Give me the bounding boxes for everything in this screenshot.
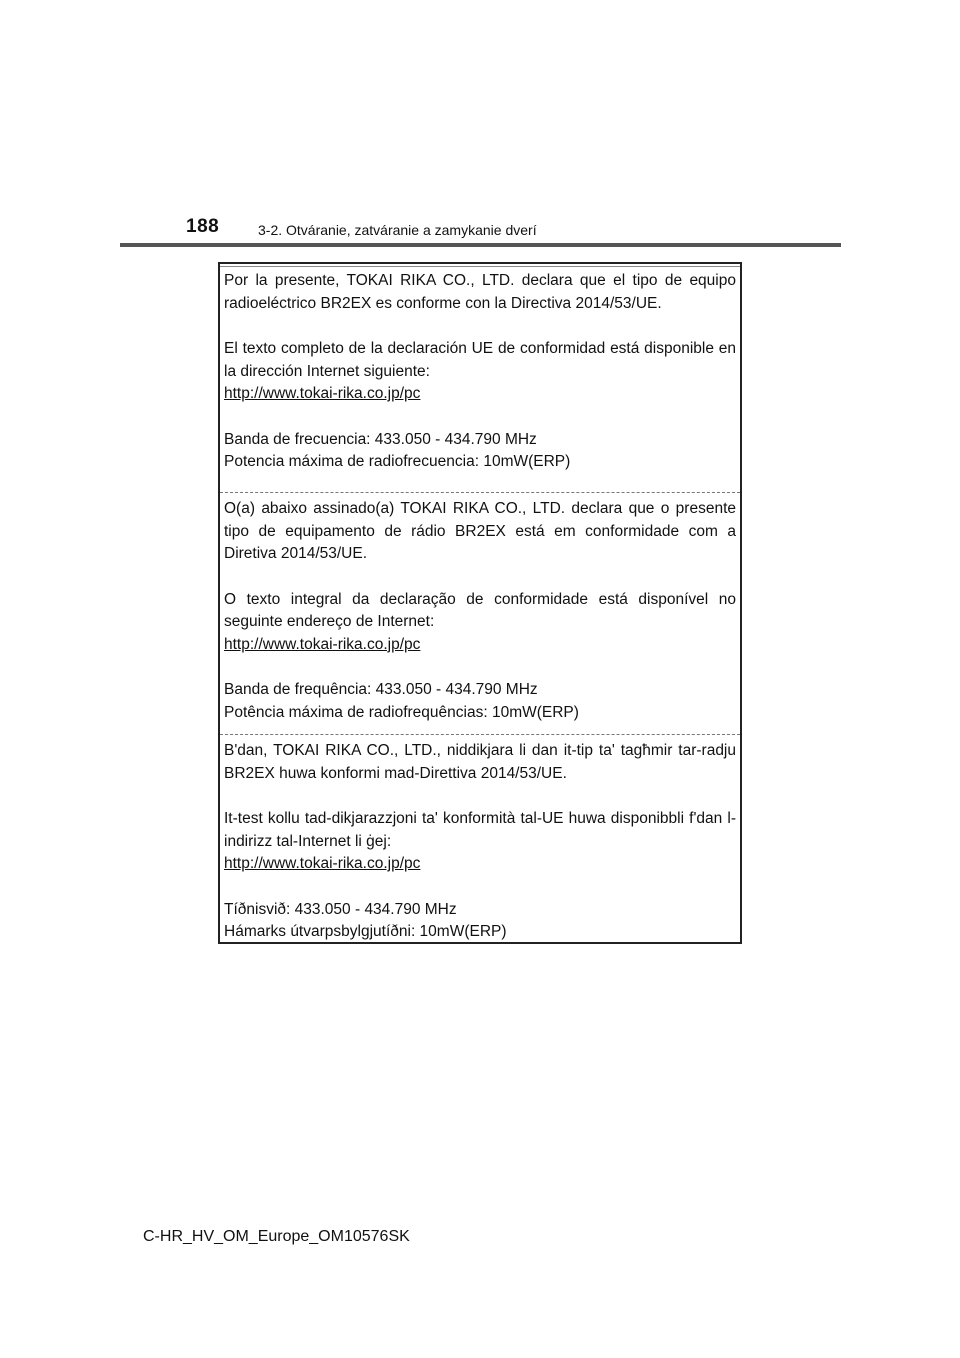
frequency-band: Banda de frequência: 433.050 - 434.790 MHz xyxy=(224,681,538,698)
section-divider xyxy=(220,734,740,735)
header-rule xyxy=(120,243,841,247)
section-divider xyxy=(220,492,740,493)
max-power: Potencia máxima de radiofrecuencia: 10mW(ERP) xyxy=(224,453,571,470)
max-power: Potência máxima de radiofrequências: 10mW(ERP) xyxy=(224,703,579,721)
declaration-url-link[interactable]: http://www.tokai-rika.co.jp/pc xyxy=(224,385,421,402)
declaration-availability: O texto integral da declaração de conformidade está disponível no seguinte endereço de Internet: xyxy=(224,590,736,630)
declaration-url-link[interactable]: http://www.tokai-rika.co.jp/pc xyxy=(224,855,421,872)
declaration-intro: B'dan, TOKAI RIKA CO., LTD., niddikjara li dan it-tip ta' tagħmir tar-radju BR2EX huwa konformi mad-Direttiva 2014/53/UE. xyxy=(224,742,736,782)
declaration-intro: O(a) abaixo assinado(a) TOKAI RIKA CO., LTD. declara que o presente tipo de equipamento de rádio BR2EX está em conformidade com a Diretiva 2014/53/UE. xyxy=(224,500,736,562)
declaration-url-link[interactable]: http://www.tokai-rika.co.jp/pc xyxy=(224,635,421,653)
declaration-intro: Por la presente, TOKAI RIKA CO., LTD. declara que el tipo de equipo radioeléctrico BR2EX es conforme con la Directiva 2014/53/UE. xyxy=(224,272,736,312)
declaration-spanish xyxy=(220,270,740,474)
declaration-maltese xyxy=(220,740,740,944)
declaration-portuguese xyxy=(220,498,740,724)
declaration-availability: El texto completo de la declaración UE de conformidad está disponible en la dirección Internet siguiente: xyxy=(224,340,736,380)
declaration-box xyxy=(218,262,742,944)
page-number: 188 xyxy=(186,216,220,237)
frequency-band: Tíðnisvið: 433.050 - 434.790 MHz xyxy=(224,900,457,918)
declaration-availability: It-test kollu tad-dikjarazzjoni ta' konformità tal-UE huwa disponibbli f'dan l-indirizz tal-Internet li ġej: xyxy=(224,810,736,850)
max-power: Hámarks útvarpsbylgjutíðni: 10mW(ERP) xyxy=(224,923,507,940)
section-title: 3-2. Otváranie, zatváranie a zamykanie dverí xyxy=(258,222,537,238)
footer-document-id: C-HR_HV_OM_Europe_OM10576SK xyxy=(143,1228,410,1245)
frequency-band: Banda de frecuencia: 433.050 - 434.790 MHz xyxy=(224,430,537,448)
